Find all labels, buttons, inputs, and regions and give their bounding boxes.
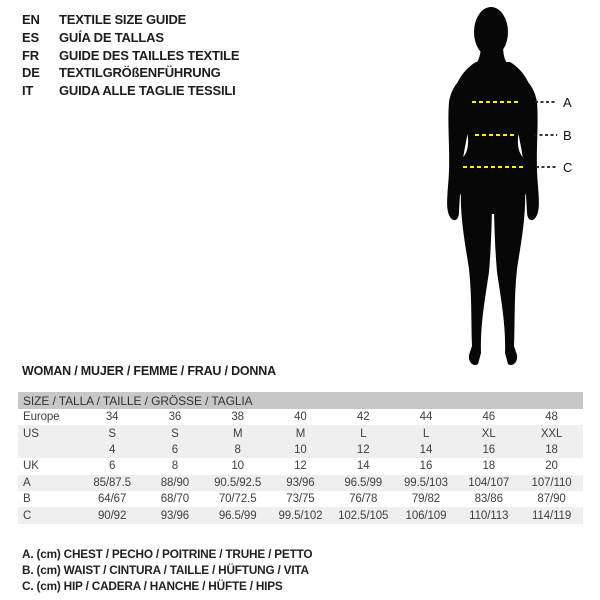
row-label	[18, 442, 81, 458]
size-cell: 76/78	[349, 493, 378, 506]
language-row-de	[22, 64, 239, 82]
size-cell: 93/96	[269, 475, 332, 491]
size-table	[18, 392, 583, 524]
size-cell: S	[144, 425, 207, 441]
size-cell: 85/87.5	[81, 475, 144, 491]
language-code: ES	[22, 29, 39, 45]
size-table-header: SIZE / TALLA / TAILLE / GRÖSSE / TAGLIA	[18, 392, 583, 409]
row-label: C	[18, 507, 81, 523]
size-cell: 18	[520, 442, 583, 458]
language-title: GUIDE DES TAILLES TEXTILE	[59, 47, 240, 63]
size-cell: M	[206, 425, 269, 441]
size-cell: 79/82	[411, 493, 441, 506]
language-code: EN	[22, 12, 40, 27]
waist-label: B	[563, 128, 572, 143]
size-cell: 99.5/102	[269, 507, 332, 523]
size-cell: 8	[206, 442, 269, 458]
size-cell: 20	[545, 460, 558, 473]
size-table-row	[18, 491, 583, 507]
size-cell: 4	[81, 442, 144, 458]
language-title: TEXTILGRÖßENFÜHRUNG	[59, 65, 221, 81]
size-cell: 8	[171, 460, 179, 473]
size-cell: 12	[332, 442, 395, 458]
size-cell: 10	[231, 460, 244, 473]
woman-silhouette	[447, 7, 539, 365]
section-title: WOMAN / MUJER / FEMME / FRAU / DONNA	[22, 364, 276, 378]
size-cell: 34	[105, 411, 119, 424]
hip-label: C	[563, 160, 573, 175]
size-cell: 14	[356, 460, 370, 473]
legend-line-c: C. (cm) HIP / CADERA / HANCHE / HÜFTE / HIPS	[22, 578, 283, 593]
size-table-row	[18, 507, 583, 523]
size-cell: 44	[419, 411, 433, 424]
size-cell: 38	[231, 411, 244, 424]
size-cell: 114/119	[520, 507, 583, 523]
size-cell: 68/70	[160, 493, 190, 506]
size-cell: 46	[482, 411, 496, 424]
size-cell: 96.5/99	[206, 507, 269, 523]
language-row-en	[22, 11, 239, 29]
size-cell: XXL	[520, 425, 583, 441]
size-cell: XL	[457, 425, 520, 441]
language-code: IT	[22, 83, 34, 99]
size-cell: 96.5/99	[332, 475, 395, 491]
language-code: FR	[22, 47, 39, 63]
language-row-es	[22, 29, 239, 47]
language-title: TEXTILE SIZE GUIDE	[59, 12, 187, 27]
row-label: B	[23, 493, 31, 506]
size-cell: 88/90	[144, 475, 207, 491]
size-cell: 18	[482, 460, 496, 473]
size-cell: 40	[294, 411, 307, 424]
size-cell: 10	[269, 442, 332, 458]
size-cell: 87/90	[537, 493, 566, 506]
size-cell: 6	[144, 442, 207, 458]
row-label: A	[18, 475, 81, 491]
size-cell: S	[81, 425, 144, 441]
size-cell: M	[269, 425, 332, 441]
measurement-legend	[22, 547, 312, 594]
size-cell: 104/107	[457, 475, 520, 491]
size-cell: 99.5/103	[395, 475, 458, 491]
chest-label: A	[563, 95, 572, 110]
size-cell: 110/113	[457, 507, 520, 523]
size-cell: 70/72.5	[218, 493, 257, 506]
size-cell: L	[395, 425, 458, 441]
size-cell: 83/86	[474, 493, 503, 506]
size-cell: 106/109	[395, 507, 458, 523]
size-table-row	[18, 442, 583, 458]
language-title: GUIDA ALLE TAGLIE TESSILI	[59, 83, 236, 99]
size-cell: 90/92	[81, 507, 144, 523]
size-cell: 102.5/105	[332, 507, 395, 523]
size-cell: 6	[109, 460, 116, 473]
size-cell: 16	[419, 460, 433, 473]
row-label: UK	[23, 460, 39, 473]
size-cell: 73/75	[286, 493, 315, 506]
language-list	[22, 11, 239, 100]
language-code: DE	[22, 65, 40, 81]
woman-silhouette-figure	[430, 4, 590, 372]
size-table-row	[18, 425, 583, 441]
size-cell: 48	[545, 411, 558, 424]
size-cell: L	[332, 425, 395, 441]
size-cell: 36	[168, 411, 182, 424]
language-title: GUÍA DE TALLAS	[59, 29, 164, 45]
language-row-fr	[22, 47, 239, 65]
size-cell: 42	[356, 411, 370, 424]
size-cell: 64/67	[98, 493, 127, 506]
size-table-row	[18, 475, 583, 491]
legend-line-a: A. (cm) CHEST / PECHO / POITRINE / TRUHE / PETTO	[22, 547, 313, 561]
size-table-header-row	[18, 392, 583, 409]
row-label: US	[18, 425, 81, 441]
language-row-it	[22, 82, 239, 100]
size-table-row	[18, 458, 583, 474]
size-cell: 90.5/92.5	[206, 475, 269, 491]
size-cell: 14	[395, 442, 458, 458]
size-cell: 16	[457, 442, 520, 458]
row-label: Europe	[23, 411, 60, 424]
size-cell: 107/110	[520, 475, 583, 491]
legend-line-b: B. (cm) WAIST / CINTURA / TAILLE / HÜFTUNG / VITA	[22, 562, 309, 577]
size-cell: 93/96	[144, 507, 207, 523]
size-cell: 12	[294, 460, 307, 473]
size-table-row	[18, 409, 583, 425]
